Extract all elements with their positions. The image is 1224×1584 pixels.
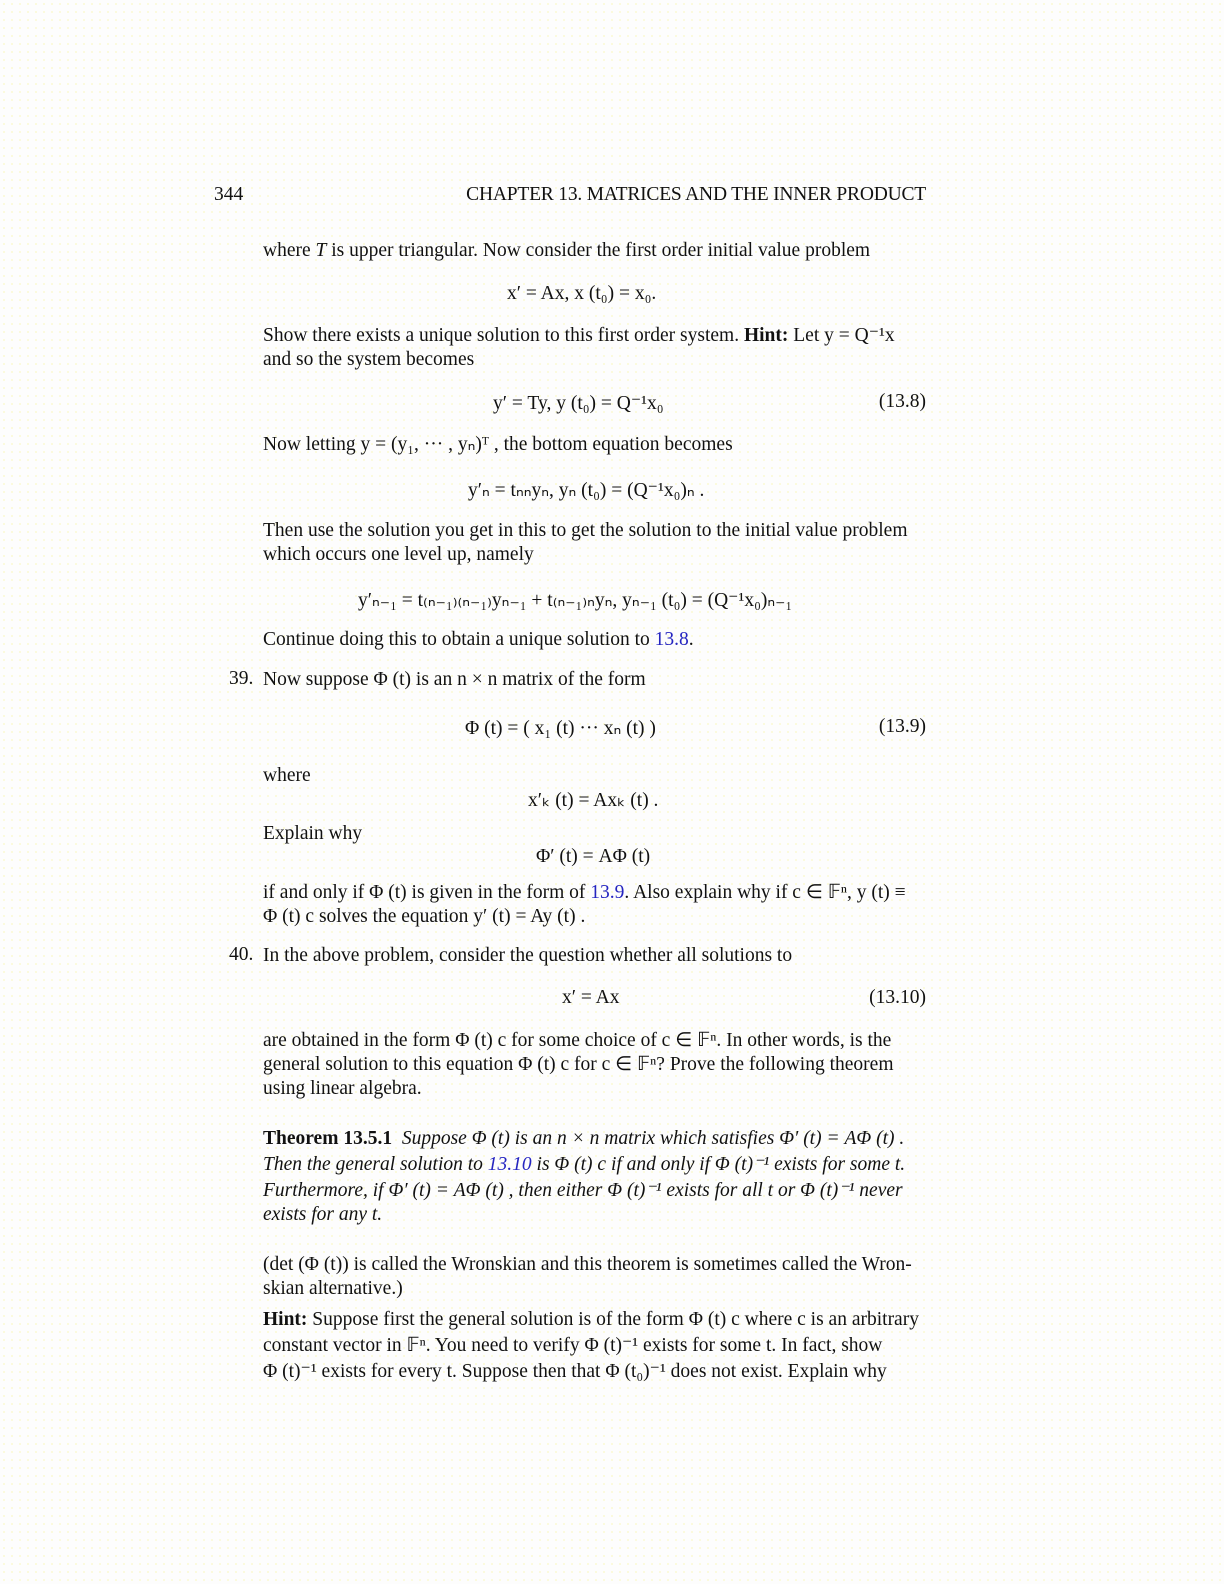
theorem-line-3: Furthermore, if Φ′ (t) = AΦ (t) , then either Φ (t)⁻¹ exists for all t or Φ (t)⁻¹ never bbox=[263, 1180, 903, 1201]
hint-label: Hint: bbox=[743, 325, 789, 346]
hint-paragraph-2: constant vector in 𝔽ⁿ. You need to verify Φ (t)⁻¹ exists for some t. In fact, show bbox=[263, 1335, 883, 1356]
wronskian-remark-1: (det (Φ (t)) is called the Wronskian and this theorem is sometimes called the Wron- bbox=[263, 1254, 912, 1275]
problem-40-intro: In the above problem, consider the question whether all solutions to bbox=[263, 945, 793, 966]
intro-line bbox=[263, 239, 926, 264]
paragraph-continue bbox=[263, 628, 926, 653]
problem-number-40: 40. bbox=[229, 944, 254, 965]
equation-phi-prime: Φ′ (t) = AΦ (t) bbox=[536, 846, 651, 867]
equation-yn: y′ₙ = tₙₙyₙ, yₙ (t₀) = (Q⁻¹x₀)ₙ . bbox=[468, 480, 705, 501]
paragraph-system-becomes: and so the system becomes bbox=[263, 349, 475, 370]
equation-13-8: y′ = Ty, y (t₀) = Q⁻¹x₀ bbox=[493, 393, 664, 414]
equation-ivp: x′ = Ax, x (t₀) = x₀. bbox=[507, 283, 657, 304]
theorem-text: Suppose Φ (t) is an n × n matrix which satisfies Φ′ (t) = AΦ (t) . bbox=[401, 1128, 905, 1149]
theorem-label: Theorem 13.5.1 bbox=[263, 1128, 393, 1149]
problem-39-intro: Now suppose Φ (t) is an n × n matrix of the form bbox=[263, 669, 646, 690]
page-number: 344 bbox=[214, 184, 244, 205]
hint-paragraph-3: Φ (t)⁻¹ exists for every t. Suppose then that Φ (t₀)⁻¹ does not exist. Explain why bbox=[263, 1361, 887, 1382]
equation-number-13-10: (13.10) bbox=[869, 987, 926, 1008]
theorem-line-2 bbox=[263, 1153, 926, 1178]
wronskian-remark-2: skian alternative.) bbox=[263, 1278, 403, 1299]
paragraph-show-unique bbox=[263, 324, 926, 349]
problem-40-paragraph-3: using linear algebra. bbox=[263, 1078, 422, 1099]
text: is Φ (t) c if and only if Φ (t)⁻¹ exists for some t. bbox=[531, 1154, 906, 1175]
text: . bbox=[688, 629, 694, 650]
problem-39-paragraph-2: Φ (t) c solves the equation y′ (t) = Ay (t) . bbox=[263, 906, 586, 927]
problem-39-paragraph bbox=[263, 881, 926, 906]
running-header: CHAPTER 13. MATRICES AND THE INNER PRODUCT bbox=[466, 184, 926, 205]
problem-number-39: 39. bbox=[229, 668, 254, 689]
equation-13-10: x′ = Ax bbox=[562, 987, 620, 1008]
problem-40-paragraph-1: are obtained in the form Φ (t) c for some choice of c ∈ 𝔽ⁿ. In other words, is the bbox=[263, 1030, 892, 1051]
problem-40-paragraph-2: general solution to this equation Φ (t) c for c ∈ 𝔽ⁿ? Prove the following theorem bbox=[263, 1054, 894, 1075]
paragraph-then-use: Then use the solution you get in this to get the solution to the initial value problem bbox=[263, 520, 908, 541]
text: Then the general solution to bbox=[263, 1154, 488, 1175]
text: Suppose first the general solution is of the form Φ (t) c where c is an arbitrary bbox=[307, 1309, 919, 1330]
text: where bbox=[263, 240, 316, 261]
problem-39-where: where bbox=[263, 765, 311, 786]
equation-yn-minus-1: y′ₙ₋₁ = t₍ₙ₋₁₎₍ₙ₋₁₎yₙ₋₁ + t₍ₙ₋₁₎ₙyₙ, yₙ₋₁ (t₀) = (Q⁻¹x₀)ₙ₋₁ bbox=[358, 590, 793, 611]
equation-link-13-10[interactable]: 13.10 bbox=[487, 1154, 532, 1175]
problem-39-explain: Explain why bbox=[263, 823, 363, 844]
theorem-13-5-1 bbox=[263, 1127, 926, 1152]
text: . Also explain why if c ∈ 𝔽ⁿ, y (t) ≡ bbox=[624, 882, 906, 903]
theorem-line-4: exists for any t. bbox=[263, 1204, 383, 1225]
math-T: T bbox=[315, 240, 327, 261]
equation-link-13-8[interactable]: 13.8 bbox=[654, 629, 689, 650]
hint-paragraph-1 bbox=[263, 1308, 926, 1333]
equation-number-13-8: (13.8) bbox=[878, 391, 926, 412]
hint-label: Hint: bbox=[263, 1309, 308, 1330]
text: Show there exists a unique solution to this first order system. bbox=[263, 325, 744, 346]
equation-number-13-9: (13.9) bbox=[878, 716, 926, 737]
paragraph-one-level-up: which occurs one level up, namely bbox=[263, 544, 534, 565]
text: Let y = Q⁻¹x bbox=[788, 325, 895, 346]
text: if and only if Φ (t) is given in the form of bbox=[263, 882, 591, 903]
equation-link-13-9[interactable]: 13.9 bbox=[590, 882, 625, 903]
text: is upper triangular. Now consider the first order initial value problem bbox=[326, 240, 871, 261]
equation-xk-prime: x′ₖ (t) = Axₖ (t) . bbox=[528, 790, 659, 811]
text: Continue doing this to obtain a unique solution to bbox=[263, 629, 655, 650]
equation-13-9: Φ (t) = ( x₁ (t) ··· xₙ (t) ) bbox=[465, 718, 656, 739]
paragraph-now-letting: Now letting y = (y₁, ··· , yₙ)ᵀ , the bottom equation becomes bbox=[263, 434, 733, 455]
